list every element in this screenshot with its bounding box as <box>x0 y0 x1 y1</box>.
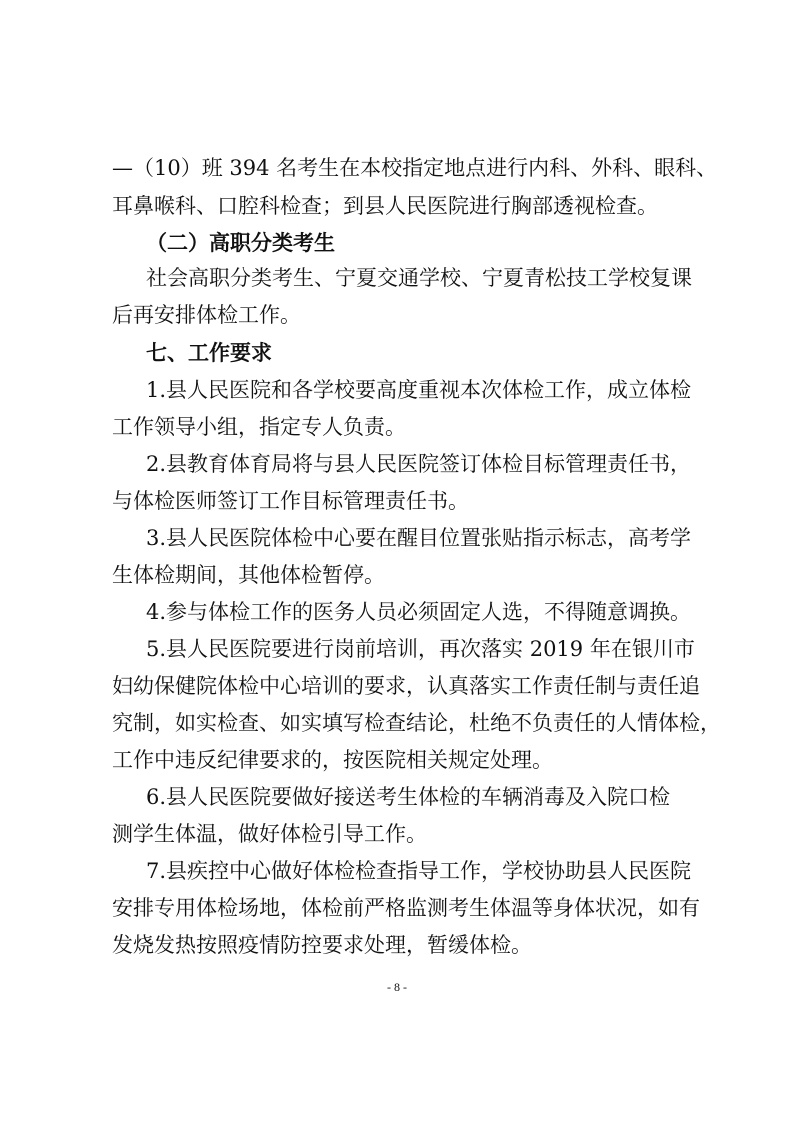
body-text-line: 生体检期间，其他体检暂停。 <box>112 563 385 587</box>
body-text-line: 7.县疾控中心做好体检检查指导工作，学校协助县人民医院 <box>146 859 692 883</box>
body-text-line: 耳鼻喉科、口腔科检查；到县人民医院进行胸部透视检查。 <box>112 194 658 218</box>
body-text-line: 发烧发热按照疫情防控要求处理，暂缓体检。 <box>112 933 532 957</box>
body-text-line: 安排专用体检场地，体检前严格监测考生体温等身体状况，如有 <box>112 896 700 920</box>
body-text-line: —（10）班 394 名考生在本校指定地点进行内科、外科、眼科、 <box>112 156 718 180</box>
body-text-line: 4.参与体检工作的医务人员必须固定人选，不得随意调换。 <box>146 600 692 624</box>
body-text-line: 与体检医师签订工作目标管理责任书。 <box>112 489 469 513</box>
body-text-line: 3.县人民医院体检中心要在醒目位置张贴指示标志，高考学 <box>146 526 692 550</box>
body-text-line: 6.县人民医院要做好接送考生体检的车辆消毒及入院口检 <box>146 785 671 809</box>
body-text-line: 社会高职分类考生、宁夏交通学校、宁夏青松技工学校复课 <box>146 266 692 290</box>
body-text-line: 工作中违反纪律要求的，按医院相关规定处理。 <box>112 748 553 772</box>
section-heading: （二）高职分类考生 <box>146 230 335 255</box>
body-text-line: 测学生体温，做好体检引导工作。 <box>112 822 427 846</box>
body-text-line: 妇幼保健院体检中心培训的要求，认真落实工作责任制与责任追 <box>112 674 700 698</box>
body-text-line: 1.县人民医院和各学校要高度重视本次体检工作，成立体检 <box>146 378 692 402</box>
page-number: - 8 - <box>387 980 407 994</box>
body-text-line: 究制，如实检查、如实填写检查结论，杜绝不负责任的人情体检， <box>112 711 721 735</box>
body-text-line: 5.县人民医院要进行岗前培训，再次落实 2019 年在银川市 <box>146 637 695 661</box>
section-heading: 七、工作要求 <box>146 340 272 365</box>
body-text-line: 工作领导小组，指定专人负责。 <box>112 415 406 439</box>
body-text-line: 后再安排体检工作。 <box>112 303 301 327</box>
body-text-line: 2.县教育体育局将与县人民医院签订体检目标管理责任书， <box>146 452 692 476</box>
